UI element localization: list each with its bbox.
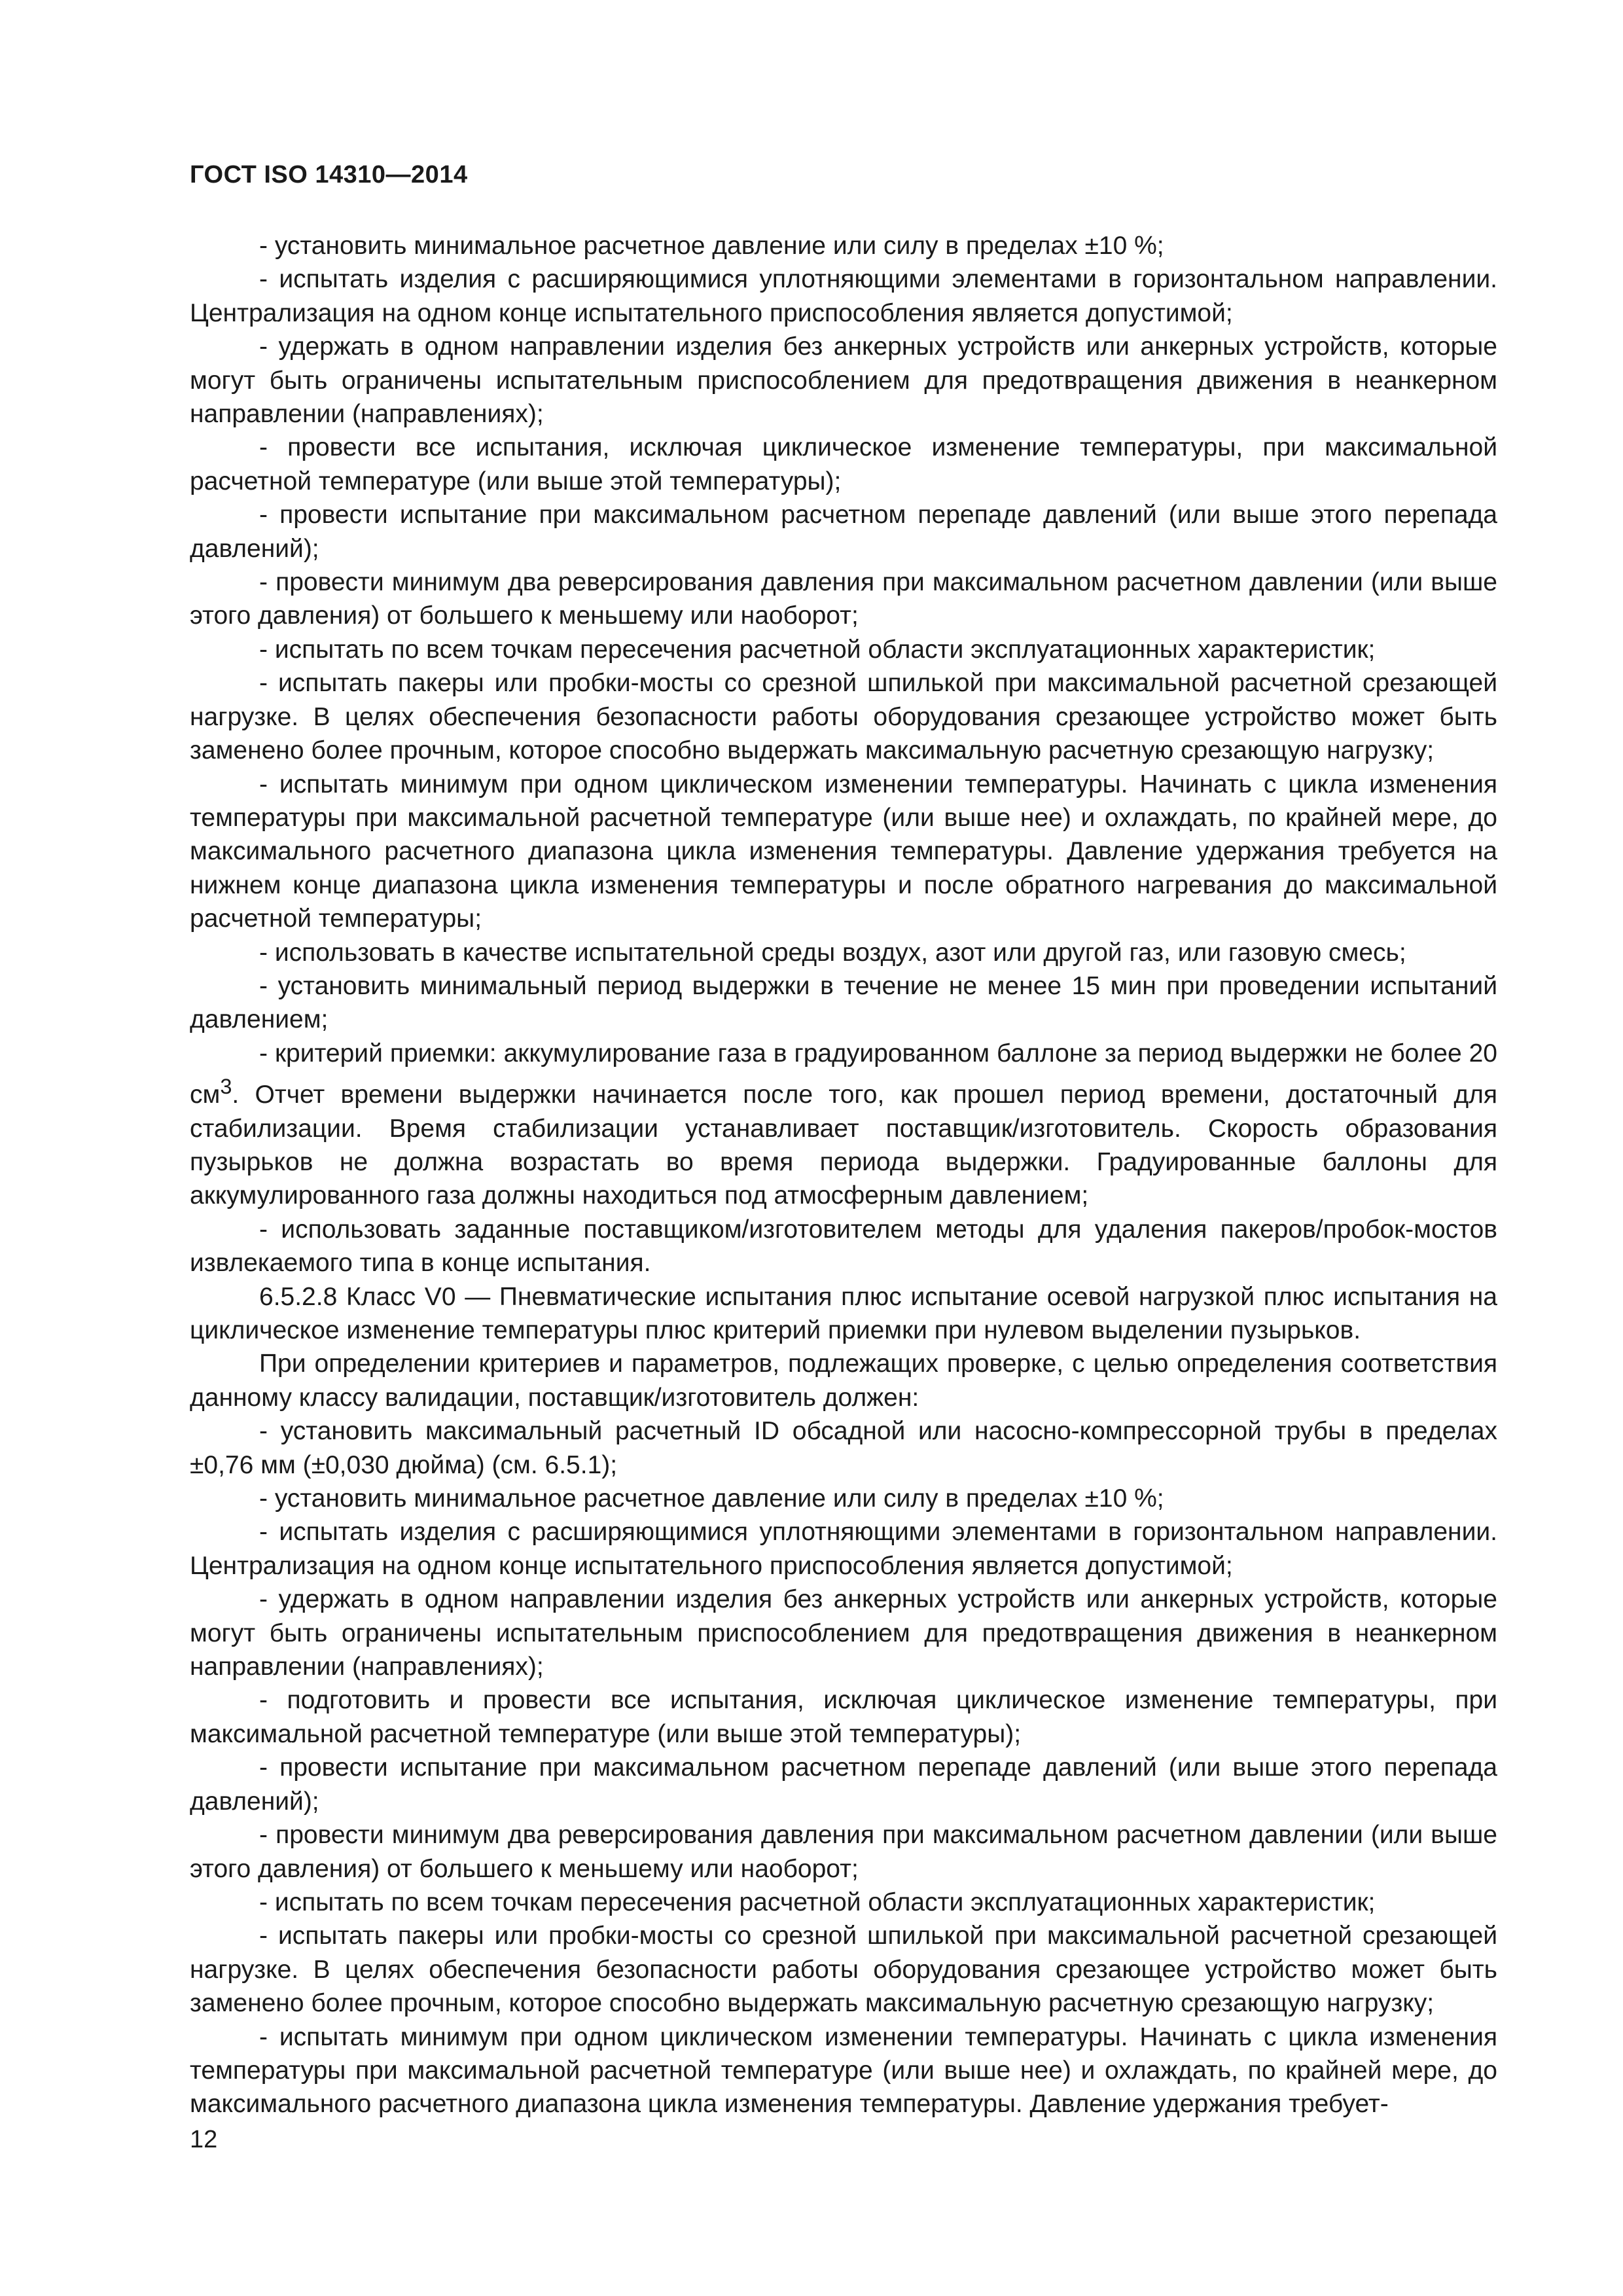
paragraph: - провести минимум два реверсирования давления при максимальном расчетном давлении (или выше этого давления) от большего к меньшему или наоборот; (190, 568, 1497, 630)
paragraph: При определении критериев и параметров, подлежащих проверке, с целью определения соответствия данному классу валидации, поставщик/изготовитель должен: (190, 1350, 1497, 1412)
document-body (190, 229, 1497, 2121)
paragraph: - использовать заданные поставщиком/изготовителем методы для удаления пакеров/пробок-мостов извлекаемого типа в конце испытания. (190, 1215, 1497, 1278)
superscript: 3 (220, 1075, 232, 1099)
acceptance-text-start: - критерий приемки: аккумулирование газа в градуированном баллоне за период выдержки не более 20 см (190, 1039, 1497, 1109)
acceptance-text-end: . Отчет времени выдержки начинается после того, как прошел период времени, достаточный для стабилизации. Время стабилизации устанавливает поставщик/изготовитель. Скорость образования пузырьков не должна возрастать во время периода выдержки. Градуированные баллоны для аккумулированного газа должны находиться под атмосферным давлением; (190, 1081, 1497, 1210)
paragraph: - удержать в одном направлении изделия без анкерных устройств или анкерных устройств, которые могут быть ограничены испытательным приспособлением для предотвращения движения в неанкерном направлении (направлениях); (190, 1585, 1497, 1681)
paragraph: - провести минимум два реверсирования давления при максимальном расчетном давлении (или выше этого давления) от большего к меньшему или наоборот; (190, 1821, 1497, 1883)
paragraph: - провести испытание при максимальном расчетном перепаде давлений (или выше этого перепада давлений); (190, 501, 1497, 563)
paragraph: - испытать минимум при одном циклическом изменении температуры. Начинать с цикла изменения температуры при максимальной расчетной температуре (или выше нее) и охлаждать, по крайней мере, до максимального расчетного диапазона цикла изменения температуры. Давление удержания требует- (190, 2022, 1497, 2119)
paragraph: - использовать в качестве испытательной среды воздух, азот или другой газ, или газовую смесь; (259, 938, 1406, 967)
paragraph: - испытать пакеры или пробки-мосты со срезной шпилькой при максимальной расчетной срезающей нагрузке. В целях обеспечения безопасности работы оборудования срезающее устройство может быть заменено более прочным, которое способно выдержать максимальную расчетную срезающую нагрузку; (190, 1922, 1497, 2018)
paragraph: - провести испытание при максимальном расчетном перепаде давлений (или выше этого перепада давлений); (190, 1753, 1497, 1816)
paragraph: - подготовить и провести все испытания, исключая циклическое изменение температуры, при максимальной расчетной температуре (или выше этой температуры); (190, 1686, 1497, 1748)
paragraph: - испытать пакеры или пробки-мосты со срезной шпилькой при максимальной расчетной срезающей нагрузке. В целях обеспечения безопасности работы оборудования срезающее устройство может быть заменено более прочным, которое способно выдержать максимальную расчетную срезающую нагрузку; (190, 669, 1497, 765)
paragraph: - испытать по всем точкам пересечения расчетной области эксплуатационных характеристик; (259, 1888, 1376, 1916)
paragraph: - удержать в одном направлении изделия без анкерных устройств или анкерных устройств, которые могут быть ограничены испытательным приспособлением для предотвращения движения в неанкерном направлении (направлениях); (190, 332, 1497, 429)
paragraph: - установить минимальное расчетное давление или силу в пределах ±10 %; (259, 232, 1164, 260)
paragraph: - испытать изделия с расширяющимися уплотняющими элементами в горизонтальном направлении. Централизация на одном конце испытательного приспособления является допустимой; (190, 1518, 1497, 1580)
paragraph: - испытать минимум при одном циклическом изменении температуры. Начинать с цикла изменения температуры при максимальной расчетной температуре (или выше нее) и охлаждать, по крайней мере, до максимального расчетного диапазона цикла изменения температуры. Давление удержания требуется на нижнем конце диапазона цикла изменения температуры и после обратного нагревания до максимальной расчетной температуры; (190, 770, 1497, 933)
paragraph: - установить максимальный расчетный ID обсадной или насосно-компрессорной трубы в пределах ±0,76 мм (±0,030 дюйма) (см. 6.5.1); (190, 1417, 1497, 1479)
paragraph: - провести все испытания, исключая циклическое изменение температуры, при максимальной расчетной температуре (или выше этой температуры); (190, 433, 1497, 495)
paragraph: - установить минимальный период выдержки в течение не менее 15 мин при проведении испытаний давлением; (190, 971, 1497, 1034)
paragraph: - испытать по всем точкам пересечения расчетной области эксплуатационных характеристик; (259, 635, 1376, 664)
page-number: 12 (190, 2126, 218, 2153)
acceptance-criterion-paragraph (190, 1037, 1497, 1213)
section-heading-paragraph: 6.5.2.8 Класс V0 — Пневматические испытания плюс испытание осевой нагрузкой плюс испытания на циклическое изменение температуры плюс критерий приемки при нулевом выделении пузырьков. (190, 1282, 1497, 1344)
document-header: ГОСТ ISO 14310—2014 (190, 161, 468, 188)
paragraph: - испытать изделия с расширяющимися уплотняющими элементами в горизонтальном направлении. Централизация на одном конце испытательного приспособления является допустимой; (190, 265, 1497, 327)
paragraph: - установить минимальное расчетное давление или силу в пределах ±10 %; (259, 1484, 1164, 1513)
